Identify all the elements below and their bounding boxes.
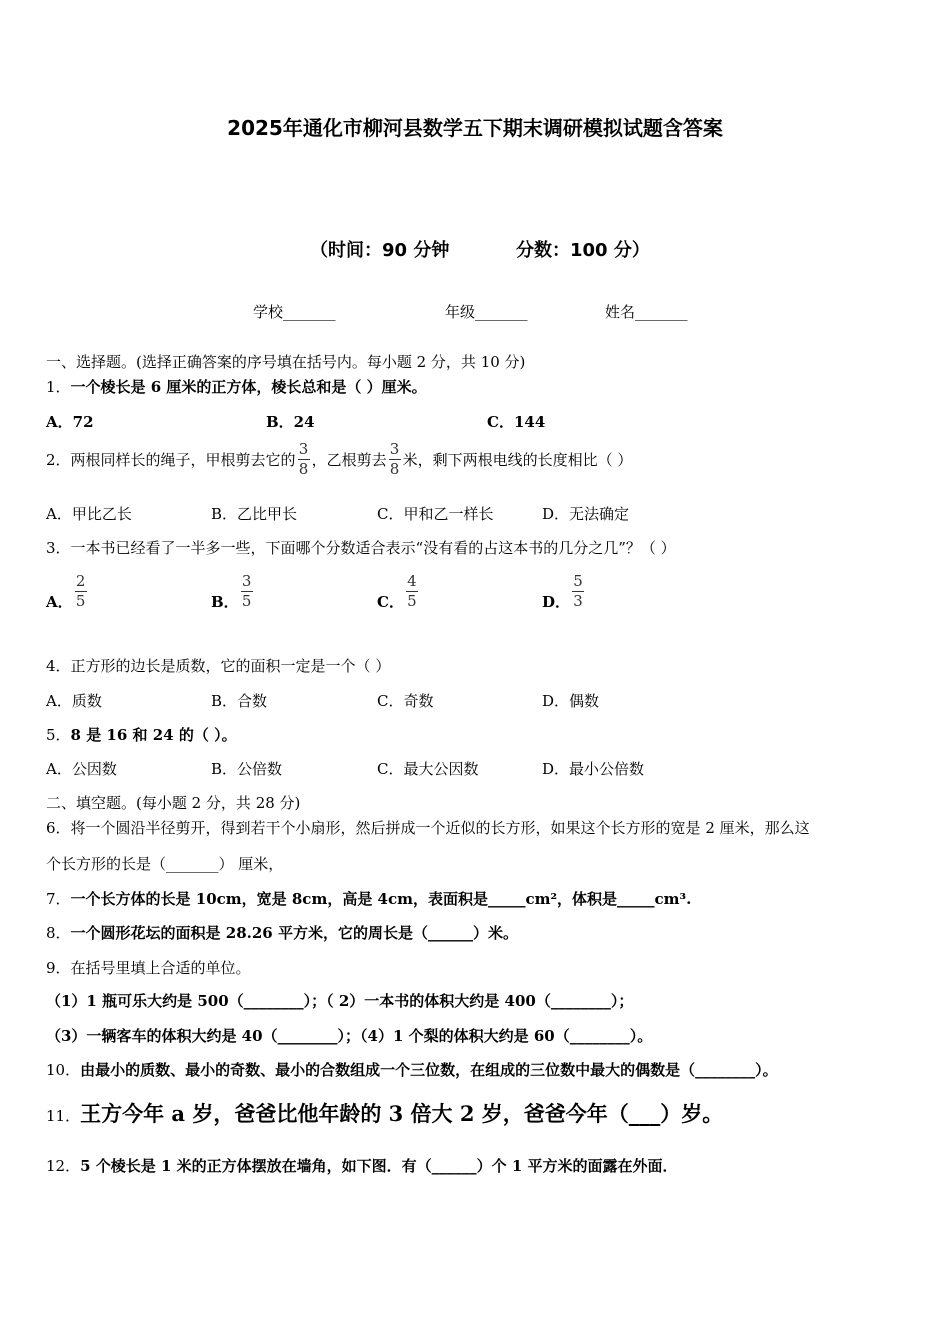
question-text: 一个棱长是 6 厘米的正方体，棱长总和是（ ）厘米。	[70, 378, 427, 396]
numerator: 3	[389, 440, 400, 458]
question-9-part-2: （3）一辆客车的体积大约是 40（________）；（4）1 个梨的体积大约是 60（________）。	[46, 1027, 653, 1045]
question-text: 一个长方体的长是 10cm，宽是 8cm，高是 4cm，表面积是_____cm²，体积是_____cm³.	[70, 890, 692, 908]
fraction	[298, 441, 310, 478]
q1-option-a: A．72	[46, 413, 94, 431]
question-12	[46, 1155, 678, 1176]
q5-option-d: D．最小公倍数	[542, 760, 645, 778]
question-number: 7．	[46, 890, 71, 908]
question-4	[46, 655, 390, 676]
q2-option-c: C．甲和乙一样长	[377, 505, 494, 523]
q3-option-c	[377, 571, 420, 612]
q4-option-c: C．奇数	[377, 692, 434, 710]
fraction	[389, 441, 401, 478]
question-number: 12．	[46, 1157, 81, 1175]
q3-option-d	[542, 571, 586, 612]
q3-option-b	[211, 571, 255, 612]
option-label: C．	[377, 593, 404, 611]
question-text: 将一个圆沿半径剪开，得到若干个小扇形，然后拼成一个近似的长方形，如果这个长方形的宽是 2 厘米，那么这	[70, 819, 810, 837]
question-number: 2．	[46, 451, 71, 469]
numerator: 3	[298, 440, 309, 458]
option-label: D．	[542, 593, 571, 611]
question-9	[46, 957, 251, 978]
question-text: 两根同样长的绳子，甲根剪去它的	[70, 451, 296, 469]
question-11	[46, 1098, 723, 1128]
fraction	[75, 573, 87, 610]
question-8	[46, 922, 518, 943]
question-6-continued: 个长方形的长是（_______） 厘米，	[46, 855, 284, 873]
section-1-heading: 一、选择题。(选择正确答案的序号填在括号内。每小题 2 分，共 10 分)	[46, 353, 526, 371]
fraction	[572, 573, 584, 610]
q4-option-a: A．质数	[46, 692, 102, 710]
option-label: B．	[211, 593, 239, 611]
numerator: 4	[407, 572, 417, 590]
question-text: 米，剩下两根电线的长度相比（ ）	[402, 451, 633, 469]
q2-option-d: D．无法确定	[542, 505, 630, 523]
question-number: 8．	[46, 924, 71, 942]
question-text: 一本书已经看了一半多一些，下面哪个分数适合表示“没有看的占这本书的几分之几”？（ ）	[70, 539, 676, 557]
question-text: 由最小的质数、最小的奇数、最小的合数组成一个三位数，在组成的三位数中最大的偶数是（________）。	[80, 1061, 778, 1079]
question-6	[46, 817, 810, 838]
question-10	[46, 1059, 778, 1080]
school-field: 学校_______	[253, 303, 336, 321]
question-number: 5．	[46, 726, 71, 744]
question-1	[46, 376, 427, 397]
numerator: 5	[573, 572, 583, 590]
question-3	[46, 537, 676, 558]
section-2-heading: 二、填空题。(每小题 2 分，共 28 分)	[46, 794, 301, 812]
denominator: 5	[407, 592, 417, 610]
denominator: 8	[298, 460, 309, 478]
question-text: ，乙根剪去	[311, 451, 387, 469]
question-number: 6．	[46, 819, 71, 837]
question-text: 8 是 16 和 24 的（ ）。	[70, 726, 237, 744]
question-text: 在括号里填上合适的单位。	[70, 959, 251, 977]
q2-option-b: B．乙比甲长	[211, 505, 298, 523]
numerator: 2	[75, 572, 86, 590]
q2-option-a: A．甲比乙长	[46, 505, 132, 523]
question-5	[46, 724, 237, 745]
q4-option-b: B．合数	[211, 692, 268, 710]
q3-option-a	[46, 571, 89, 612]
q5-option-a: A．公因数	[46, 760, 117, 778]
name-field: 姓名_______	[605, 303, 688, 321]
page-title: 2025年通化市柳河县数学五下期末调研模拟试题含答案	[227, 116, 723, 140]
q1-option-c: C．144	[487, 413, 546, 431]
fraction	[241, 573, 253, 610]
denominator: 3	[573, 592, 583, 610]
q1-option-b: B．24	[266, 413, 315, 431]
question-9-part-1: （1）1 瓶可乐大约是 500（________）；（ 2）一本书的体积大约是 400（________）；	[46, 992, 634, 1010]
denominator: 5	[75, 592, 86, 610]
denominator: 8	[389, 460, 400, 478]
exam-score: 分数：100 分）	[516, 240, 650, 261]
question-number: 4．	[46, 657, 71, 675]
question-number: 10．	[46, 1061, 81, 1079]
question-text: 5 个棱长是 1 米的正方体摆放在墙角，如下图．有（______）个 1 平方米的面露在外面．	[80, 1157, 678, 1175]
q4-option-d: D．偶数	[542, 692, 600, 710]
grade-field: 年级_______	[445, 303, 528, 321]
question-number: 1．	[46, 378, 71, 396]
question-text: 一个圆形花坛的面积是 28.26 平方米，它的周长是（______）米。	[70, 924, 518, 942]
question-text: 王方今年 a 岁，爸爸比他年龄的 3 倍大 2 岁，爸爸今年（___）岁。	[80, 1101, 724, 1126]
question-text: 正方形的边长是质数，它的面积一定是一个（ ）	[70, 657, 391, 675]
option-label: A．	[46, 593, 73, 611]
fraction	[406, 573, 418, 610]
question-number: 11．	[46, 1107, 81, 1125]
question-7	[46, 888, 691, 909]
q5-option-b: B．公倍数	[211, 760, 283, 778]
exam-time: （时间：90 分钟	[310, 240, 450, 261]
numerator: 3	[241, 572, 252, 590]
question-2	[46, 441, 632, 478]
q5-option-c: C．最大公因数	[377, 760, 479, 778]
denominator: 5	[241, 592, 252, 610]
question-number: 3．	[46, 539, 71, 557]
question-number: 9．	[46, 959, 71, 977]
